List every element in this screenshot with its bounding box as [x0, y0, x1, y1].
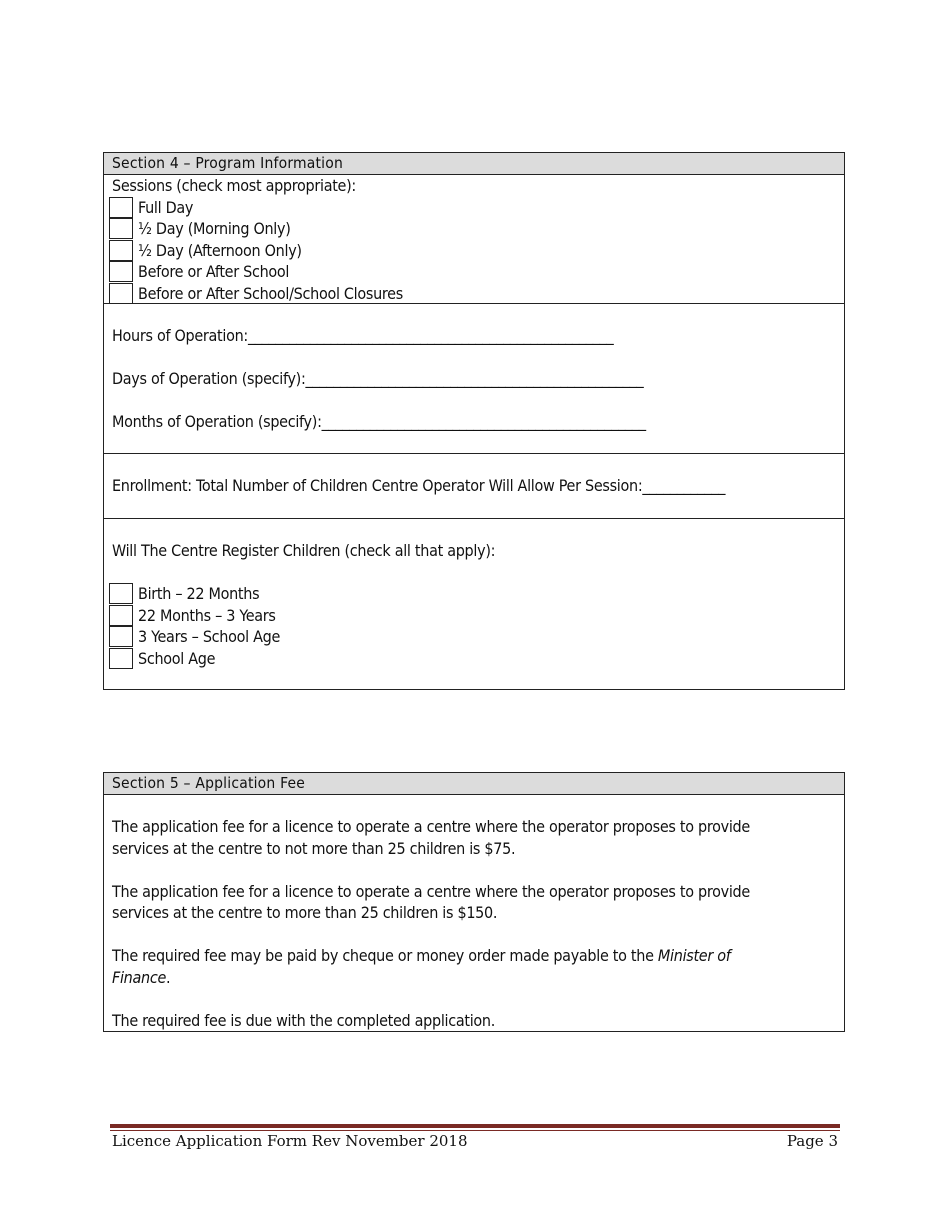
- months-label: Months of Operation (specify):: [112, 412, 322, 431]
- fee-info: [104, 795, 844, 1031]
- months-blank: _______________________________________________: [321, 412, 646, 431]
- enrollment-field[interactable]: [112, 475, 844, 497]
- session-option-label: ½ Day (Morning Only): [138, 219, 291, 239]
- age-birth-22-months-checkbox[interactable]: [109, 583, 133, 604]
- register-label: Will The Centre Register Children (check all that apply):: [112, 541, 496, 560]
- session-option-label: Before or After School/School Closures: [138, 283, 403, 303]
- session-before-after-closures-checkbox[interactable]: [109, 283, 133, 304]
- age-option-label: 22 Months – 3 Years: [138, 605, 276, 625]
- section-5-title: Section 5 – Application Fee: [104, 773, 844, 795]
- session-before-after-school-checkbox[interactable]: [109, 261, 133, 282]
- session-option-label: Before or After School: [138, 262, 290, 282]
- age-option: [112, 648, 844, 670]
- sessions-label: Sessions (check most appropriate):: [112, 176, 356, 195]
- session-option-label: Full Day: [138, 197, 194, 217]
- age-option: [112, 626, 844, 648]
- footer: [112, 1132, 838, 1150]
- enrollment-row: [104, 454, 844, 519]
- age-school-age-checkbox[interactable]: [109, 648, 133, 669]
- footer-rule: [110, 1124, 840, 1128]
- enrollment-blank: ____________: [642, 476, 726, 495]
- section-5-application-fee: [103, 772, 845, 1032]
- footer-rule-thin: [110, 1130, 840, 1131]
- minister-of-text: Minister of: [657, 946, 731, 965]
- session-full-day-checkbox[interactable]: [109, 197, 133, 218]
- age-option: [112, 583, 844, 605]
- fee-paragraph-2-line-1: The application fee for a licence to operate a centre where the operator proposes to provide: [112, 881, 750, 901]
- months-of-operation-field[interactable]: [112, 411, 844, 433]
- session-option: [112, 218, 844, 240]
- fee-paragraph-1-line-2: services at the centre to not more than 25 children is $75.: [112, 838, 516, 858]
- fee-paragraph-3-text: The required fee may be paid by cheque or money order made payable to the: [112, 946, 658, 965]
- fee-paragraph-1-line-1: The application fee for a licence to operate a centre where the operator proposes to provide: [112, 817, 750, 836]
- session-option-label: ½ Day (Afternoon Only): [138, 240, 302, 260]
- age-option-label: Birth – 22 Months: [138, 584, 260, 604]
- footer-form-title: Licence Application Form Rev November 2018: [112, 1132, 468, 1150]
- days-label: Days of Operation (specify):: [112, 369, 306, 388]
- age-option: [112, 605, 844, 627]
- fee-paragraph-3-line-1: [112, 945, 844, 967]
- hours-label: Hours of Operation:: [112, 326, 248, 345]
- fee-paragraph-3-line-2: [112, 967, 844, 989]
- sessions-row: [104, 175, 844, 304]
- days-of-operation-field[interactable]: [112, 368, 844, 390]
- fee-paragraph-2-line-2: services at the centre to more than 25 children is $150.: [112, 903, 498, 922]
- age-3-years-school-age-checkbox[interactable]: [109, 626, 133, 647]
- register-row: [104, 519, 844, 689]
- period: .: [166, 967, 171, 987]
- section-4-title: Section 4 – Program Information: [104, 153, 844, 175]
- session-option: [112, 261, 844, 283]
- session-half-day-afternoon-checkbox[interactable]: [109, 240, 133, 261]
- session-option: [112, 283, 844, 305]
- session-option: [112, 240, 844, 262]
- age-22-months-3-years-checkbox[interactable]: [109, 605, 133, 626]
- days-blank: _________________________________________________: [305, 369, 644, 388]
- page-number: Page 3: [786, 1132, 838, 1150]
- age-option-label: 3 Years – School Age: [138, 627, 281, 647]
- session-option: [112, 197, 844, 219]
- age-option-label: School Age: [138, 648, 216, 668]
- hours-of-operation-field[interactable]: [112, 325, 844, 347]
- operation-row: [104, 304, 844, 454]
- session-half-day-morning-checkbox[interactable]: [109, 218, 133, 239]
- fee-paragraph-4: The required fee is due with the completed application.: [112, 1010, 496, 1030]
- section-4-program-information: [103, 152, 845, 690]
- enrollment-label: Enrollment: Total Number of Children Centre Operator Will Allow Per Session:: [112, 476, 643, 495]
- hours-blank: _____________________________________________________: [247, 326, 614, 345]
- finance-text: Finance: [112, 967, 167, 987]
